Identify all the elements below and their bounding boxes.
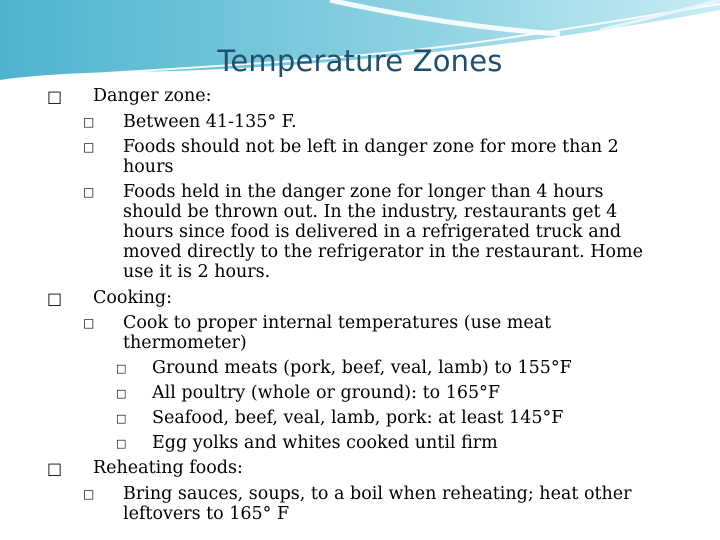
bullet-square-icon: □ (47, 87, 63, 106)
list-item: Reheating foods: (93, 458, 243, 478)
list-item-continuation: thermometer) (123, 333, 247, 353)
list-item: Foods should not be left in danger zone for more than 2 (123, 137, 619, 157)
list-item: Foods held in the danger zone for longer than 4 hours (123, 182, 604, 202)
bullet-square-icon: □ (83, 185, 95, 199)
list-item: All poultry (whole or ground): to 165°F (152, 383, 501, 403)
bullet-square-icon: □ (116, 387, 127, 400)
bullet-square-icon: □ (116, 412, 127, 425)
list-item-continuation: should be thrown out. In the industry, restaurants get 4 (123, 202, 618, 222)
bullet-square-icon: □ (83, 115, 95, 129)
bullet-square-icon: □ (83, 316, 95, 330)
list-item: Egg yolks and whites cooked until firm (152, 433, 498, 453)
bullet-square-icon: □ (116, 362, 127, 375)
list-item: Between 41-135° F. (123, 112, 297, 132)
list-item: Bring sauces, soups, to a boil when reheating; heat other (123, 484, 632, 504)
list-item: Ground meats (pork, beef, veal, lamb) to 155°F (152, 358, 572, 378)
slide-title: Temperature Zones (217, 44, 503, 78)
list-item-continuation: moved directly to the refrigerator in the restaurant. Home (123, 242, 643, 262)
list-item-continuation: leftovers to 165° F (123, 504, 290, 524)
list-item-continuation: hours (123, 157, 174, 177)
bullet-square-icon: □ (47, 289, 63, 308)
bullet-square-icon: □ (47, 459, 63, 478)
list-item-continuation: hours since food is delivered in a refrigerated truck and (123, 222, 622, 242)
bullet-square-icon: □ (83, 487, 95, 501)
bullet-square-icon: □ (83, 140, 95, 154)
list-item: Danger zone: (93, 86, 212, 106)
list-item: Cook to proper internal temperatures (use meat (123, 313, 552, 333)
list-item: Cooking: (93, 288, 173, 308)
list-item: Seafood, beef, veal, lamb, pork: at least 145°F (152, 408, 564, 428)
list-item-continuation: use it is 2 hours. (123, 262, 271, 282)
bullet-square-icon: □ (116, 437, 127, 450)
